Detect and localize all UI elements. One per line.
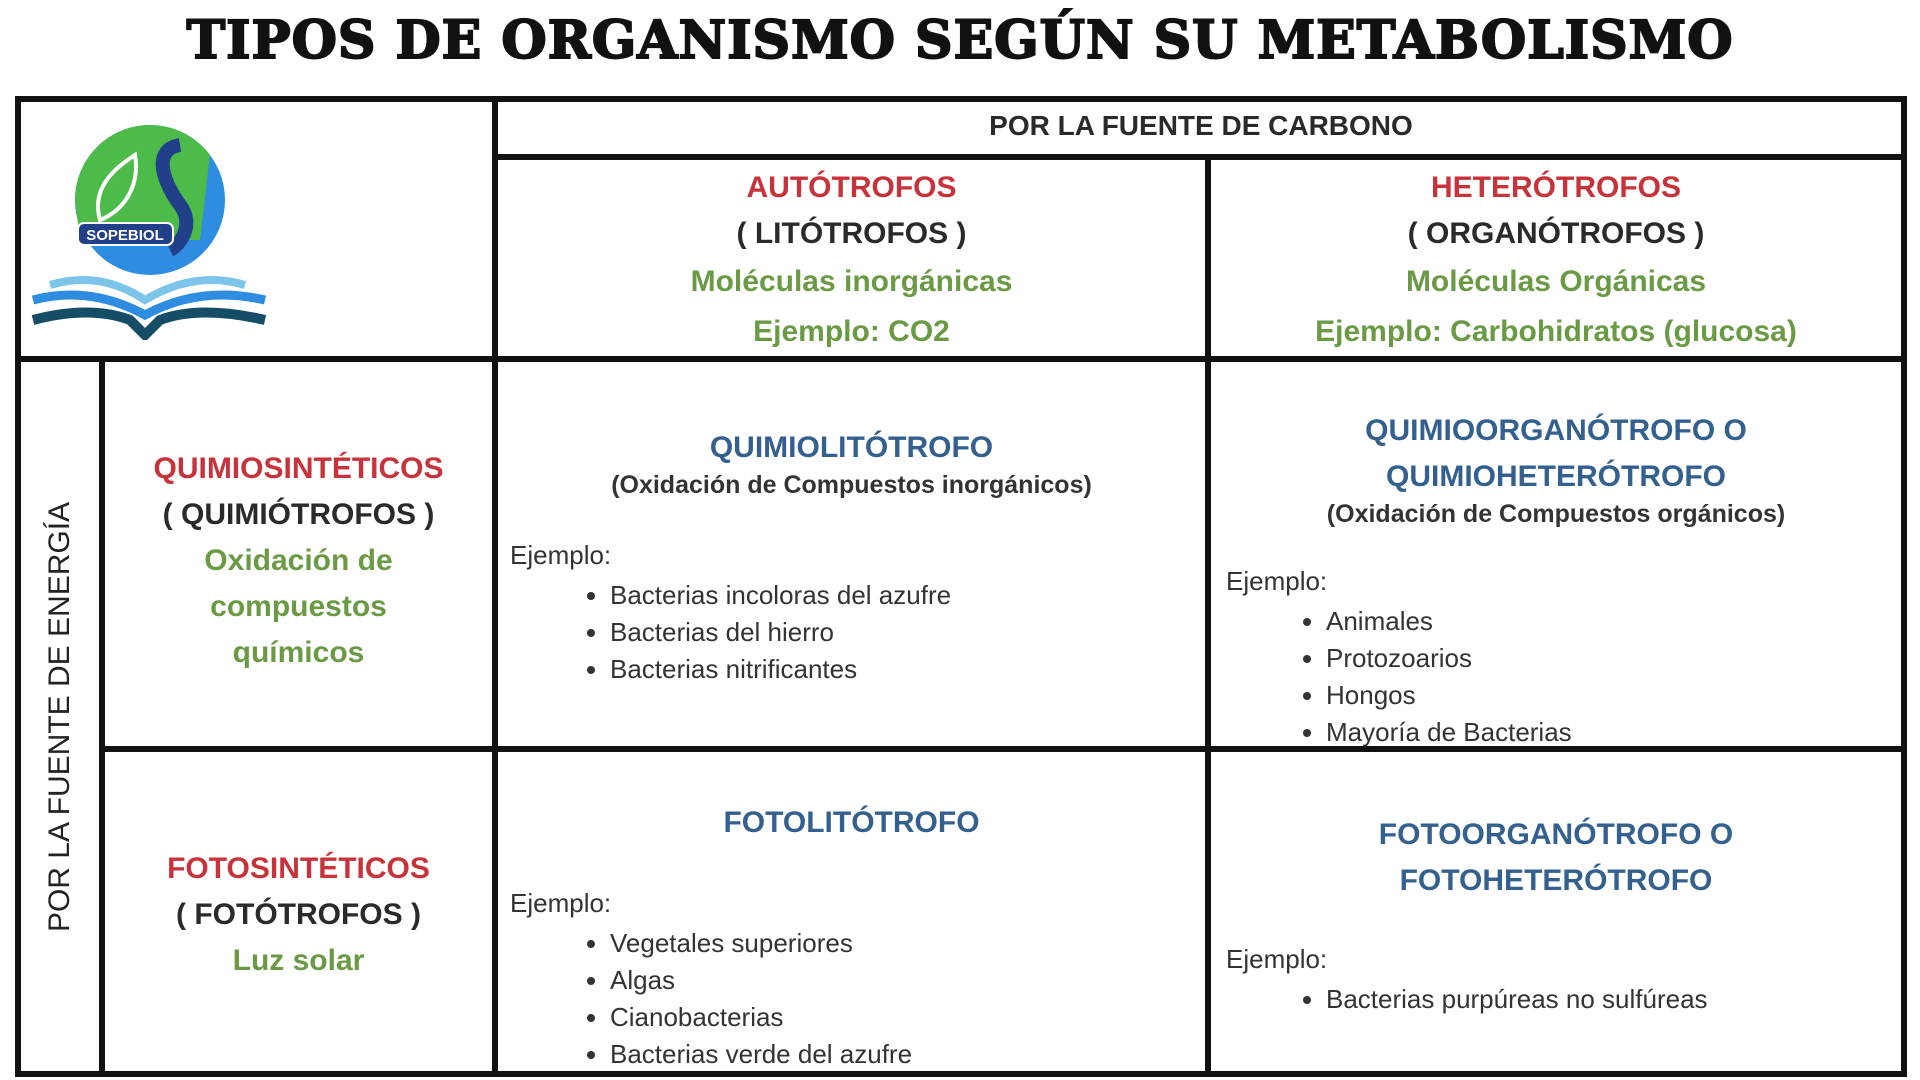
row-source: Luz solar (232, 944, 365, 977)
list-item: • Bacterias incoloras del azufre (610, 577, 951, 614)
row-source: químicos (232, 636, 365, 669)
column-example: Ejemplo: Carbohidratos (glucosa) (1315, 315, 1797, 348)
cell-fotolitotrofo-title (498, 800, 1205, 846)
page-title: TIPOS DE ORGANISMO SEGÚN SU METABOLISMO (186, 10, 1734, 71)
cell-title: FOTOHETERÓTROFO (1399, 864, 1713, 897)
list-item: • Vegetales superiores (610, 925, 912, 962)
divider (492, 154, 1904, 160)
list-item: • Cianobacterias (610, 999, 912, 1036)
row-name: FOTOSINTÉTICOS (167, 852, 430, 885)
example-label: Ejemplo: (1226, 944, 1328, 974)
cell-title: FOTOORGANÓTROFO O (1378, 818, 1734, 851)
list-item: • Protozoarios (1326, 640, 1572, 677)
table-border-bottom (15, 1071, 1907, 1077)
cell-description: (Oxidación de Compuestos inorgánicos) (611, 471, 1092, 499)
list-item: • Bacterias purpúreas no sulfúreas (1326, 981, 1708, 1018)
column-name: HETERÓTROFOS (1430, 171, 1681, 204)
row-source: compuestos (210, 590, 387, 623)
row-source: Oxidación de (204, 544, 393, 577)
cell-quimioorganotrofo-examples (1226, 566, 1572, 751)
table-border-top (15, 96, 1907, 102)
list-item: • Bacterias del hierro (610, 614, 951, 651)
example-label: Ejemplo: (510, 540, 612, 570)
table-border-right (1901, 96, 1907, 1077)
list-item: • Animales (1326, 603, 1572, 640)
column-header-heterotrofos (1211, 165, 1901, 355)
list-item: • Hongos (1326, 677, 1572, 714)
energy-source-header (18, 359, 102, 1075)
divider (102, 746, 1904, 752)
column-name: AUTÓTROFOS (746, 171, 957, 204)
column-example: Ejemplo: CO2 (753, 315, 950, 348)
divider (15, 356, 1907, 362)
cell-title: QUIMIOHETERÓTROFO (1386, 460, 1726, 493)
example-label: Ejemplo: (510, 888, 612, 918)
column-source: Moléculas inorgánicas (690, 265, 1013, 298)
cell-fotoorganotrofo-title (1211, 812, 1901, 904)
cell-title: QUIMIOORGANÓTROFO O (1365, 414, 1747, 447)
column-alt: ( ORGANÓTROFOS ) (1407, 217, 1705, 250)
example-label: Ejemplo: (1226, 566, 1328, 596)
logo-text: SOPEBIOL (86, 227, 164, 244)
energy-header-label: POR LA FUENTE DE ENERGÍA (43, 501, 76, 933)
cell-title: QUIMIOLITÓTROFO (709, 431, 994, 464)
row-alt: ( FOTÓTROFOS ) (176, 898, 421, 931)
list-item: • Bacterias nitrificantes (610, 651, 951, 688)
column-alt: ( LITÓTROFOS ) (736, 217, 967, 250)
row-name: QUIMIOSINTÉTICOS (153, 452, 444, 485)
row-alt: ( QUIMIÓTROFOS ) (162, 498, 435, 531)
cell-quimioorganotrofo-title (1211, 408, 1901, 529)
row-header-quimiosinteticos (105, 446, 492, 676)
cell-title: FOTOLITÓTROFO (723, 806, 980, 839)
row-header-fotosinteticos (105, 846, 492, 984)
list-item: • Bacterias verde del azufre (610, 1036, 912, 1073)
cell-quimiolitotrofo-title (498, 425, 1205, 500)
cell-fotoorganotrofo-examples (1226, 944, 1708, 1018)
column-source: Moléculas Orgánicas (1405, 265, 1707, 298)
column-header-autotrofos (498, 165, 1205, 355)
list-item: • Algas (610, 962, 912, 999)
cell-description: (Oxidación de Compuestos orgánicos) (1326, 500, 1786, 528)
sopebiol-logo (30, 125, 270, 340)
cell-fotolitotrofo-examples (510, 888, 912, 1073)
carbon-source-header: POR LA FUENTE DE CARBONO (989, 110, 1413, 141)
list-item: • Mayoría de Bacterias (1326, 714, 1572, 751)
cell-quimiolitotrofo-examples (510, 540, 951, 688)
